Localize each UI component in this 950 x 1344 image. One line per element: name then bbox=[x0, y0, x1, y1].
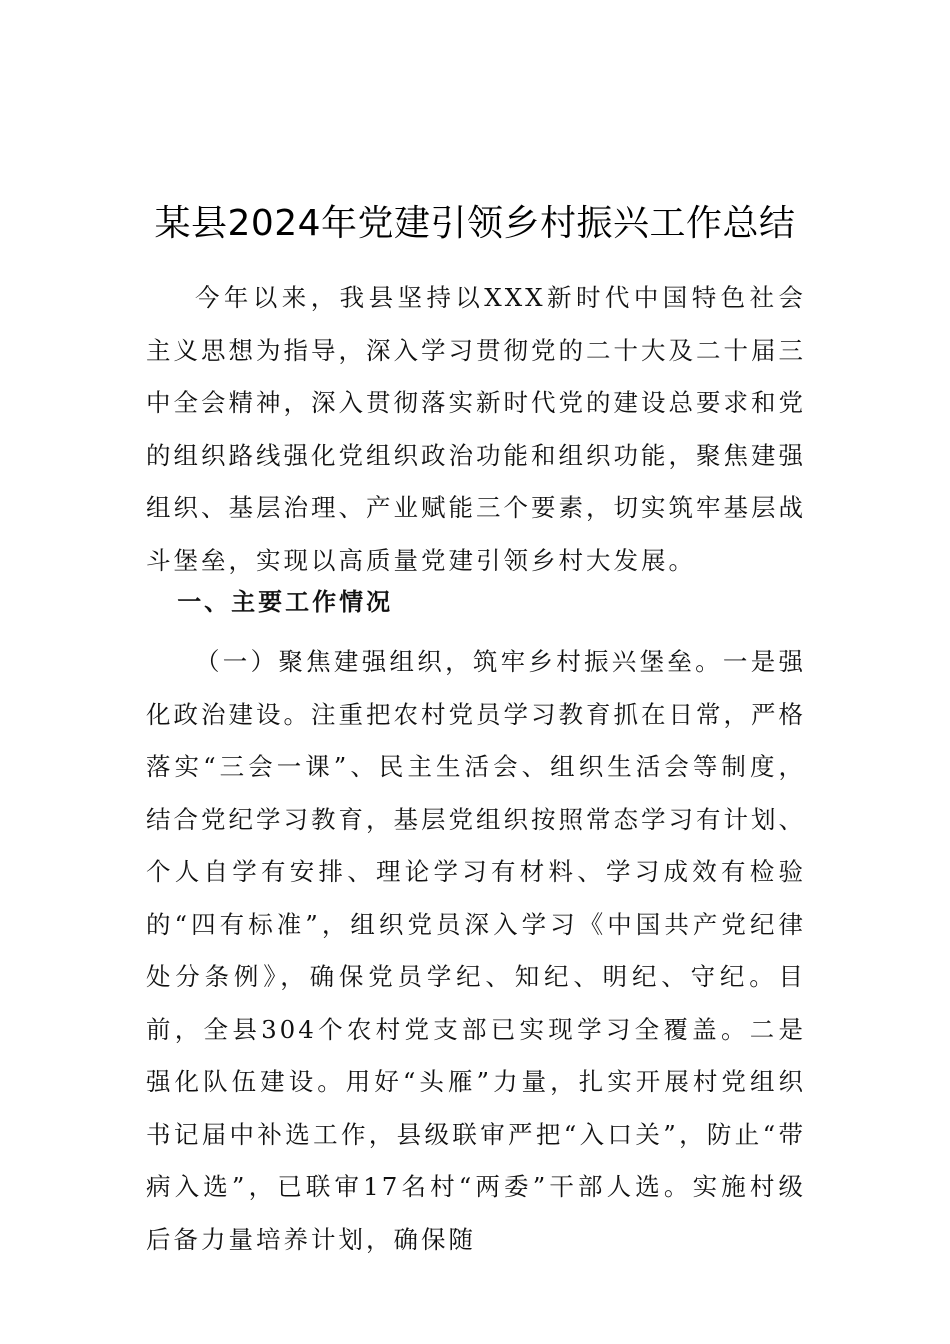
section-body-paragraph: （一）聚焦建强组织，筑牢乡村振兴堡垒。一是强化政治建设。注重把农村党员学习教育抓在日常，严格落实“三会一课”、民主生活会、组织生活会等制度，结合党纪学习教育，基层党组织按照常态学习有计划、个人自学有安排、理论学习有材料、学习成效有检验的“四有标准”，组织党员深入学习《中国共产党纪律处分条例》，确保党员学纪、知纪、明纪、守纪。目前，全县304个农村党支部已实现学习全覆盖。二是强化队伍建设。用好“头雁”力量，扎实开展村党组织书记届中补选工作，县级联审严把“入口关”，防止“带病入选”，已联审17名村“两委”干部人选。实施村级后备力量培养计划，确保随 bbox=[146, 647, 806, 1254]
intro-paragraph: 今年以来，我县坚持以XXX新时代中国特色社会主义思想为指导，深入学习贯彻党的二十大及二十届三中全会精神，深入贯彻落实新时代党的建设总要求和党的组织路线强化党组织政治功能和组织功能，聚焦建强组织、基层治理、产业赋能三个要素，切实筑牢基层战斗堡垒，实现以高质量党建引领乡村大发展。 bbox=[146, 283, 806, 575]
document-title: 某县2024年党建引领乡村振兴工作总结 bbox=[154, 203, 796, 244]
section-heading: 一、主要工作情况 bbox=[177, 588, 394, 616]
